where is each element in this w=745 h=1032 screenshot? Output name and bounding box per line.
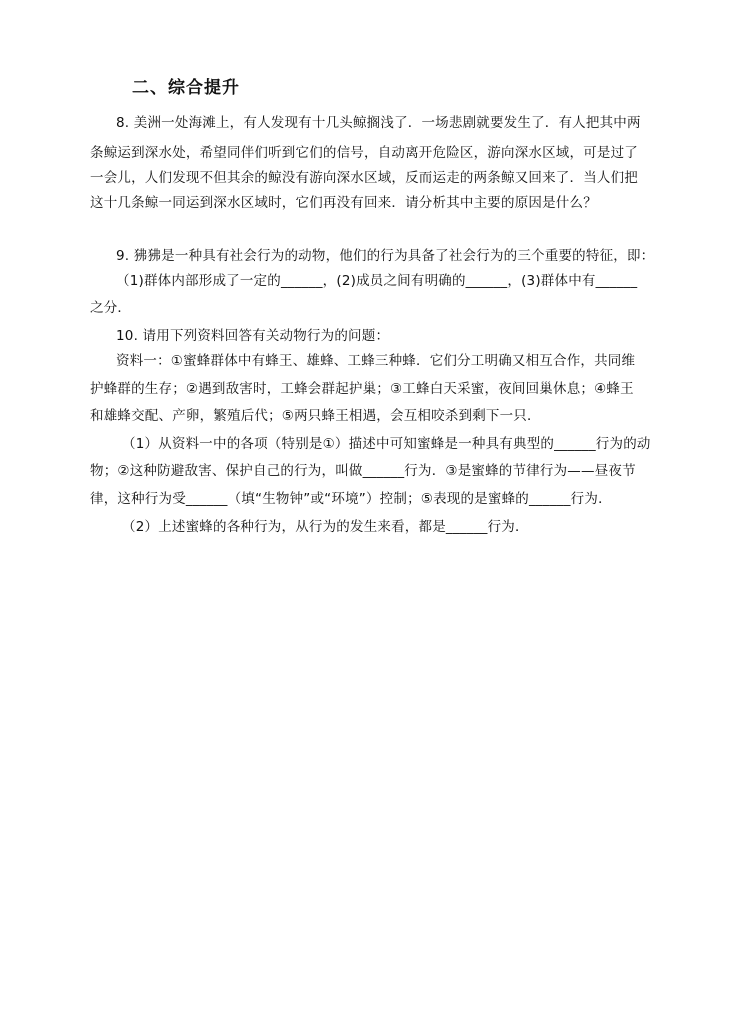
question-10-part-2: （2）上述蜜蜂的各种行为，从行为的发生来看，都是______行为．	[122, 519, 529, 535]
question-9-line-2: （1)群体内部形成了一定的______，(2)成员之间有明确的______，(3)群体中有______	[116, 273, 638, 289]
question-8-line-1: 8. 美洲一处海滩上，有人发现有十几头鲸搁浅了．一场悲剧就要发生了．有人把其中两	[116, 115, 641, 131]
question-10-part-1-line-2: 物；②这种防避敌害、保护自己的行为，叫做______行为．③是蜜蜂的节律行为——昼夜节	[90, 463, 636, 479]
question-8-line-4: 这十几条鲸一同运到深水区域时，它们再没有回来．请分析其中主要的原因是什么？	[90, 195, 597, 211]
question-9-line-3: 之分．	[90, 300, 132, 316]
question-8-line-2: 条鲸运到深水处，希望同伴们听到它们的信号，自动离开危险区，游向深水区域，可是过了	[90, 145, 638, 161]
section-title: 二、综合提升	[132, 78, 240, 98]
question-10-part-1-line-3: 律，这种行为受______（填“生物钟”或“环境”）控制；⑤表现的是蜜蜂的______行为．	[90, 491, 612, 507]
question-10-material-line-1: 资料一：①蜜蜂群体中有蜂王、雄蜂、工蜂三种蜂．它们分工明确又相互合作，共同维	[116, 353, 636, 369]
question-9-line-1: 9. 狒狒是一种具有社会行为的动物，他们的行为具备了社会行为的三个重要的特征，即：	[116, 248, 655, 264]
question-10-part-1-line-1: （1）从资料一中的各项（特别是①）描述中可知蜜蜂是一种具有典型的______行为的动	[122, 436, 651, 452]
question-10-material-line-2: 护蜂群的生存；②遇到敌害时，工蜂会群起护巢；③工蜂白天采蜜，夜间回巢休息；④蜂王	[90, 381, 634, 397]
question-10-title: 10. 请用下列资料回答有关动物行为的问题：	[116, 328, 390, 344]
question-8-line-3: 一会儿，人们发现不但其余的鲸没有游向深水区域，反而运走的两条鲸又回来了．当人们把	[90, 170, 638, 186]
question-10-material-line-3: 和雄蜂交配、产卵，繁殖后代；⑤两只蜂王相遇，会互相咬杀到剩下一只．	[90, 408, 541, 424]
